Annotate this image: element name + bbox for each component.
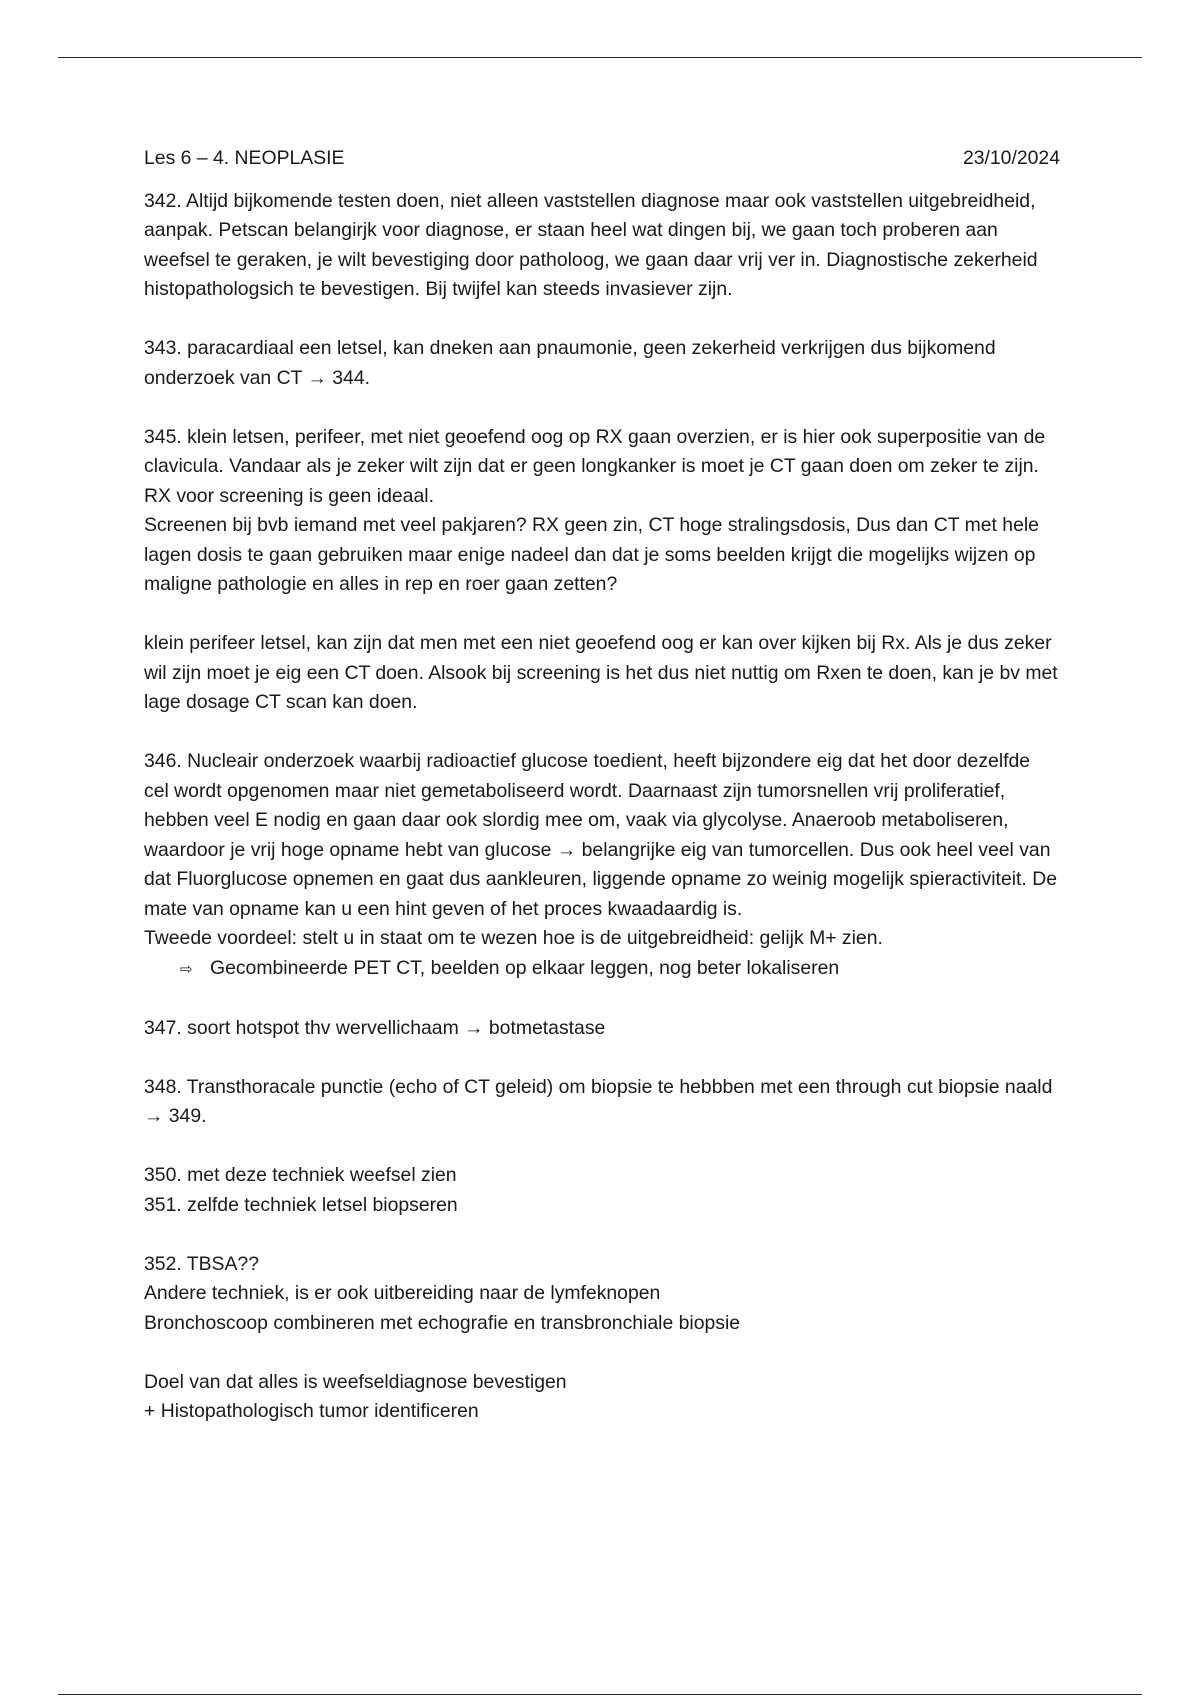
bullet-text: Gecombineerde PET CT, beelden op elkaar leggen, nog beter lokaliseren <box>210 956 840 979</box>
bottom-rule <box>58 1694 1142 1695</box>
document-body <box>144 144 1060 1427</box>
top-rule <box>58 57 1142 58</box>
document-header <box>144 144 1060 174</box>
paragraph-350-351 <box>144 1161 1060 1220</box>
paragraph-343: 343. paracardiaal een letsel, kan dneken aan pnaumonie, geen zekerheid verkrijgen dus bijkomend onderzoek van CT → 344. <box>144 337 996 389</box>
paragraph-352-line3: Bronchoscoop combineren met echografie en transbronchiale biopsie <box>144 1311 741 1334</box>
paragraph-346-bullet <box>144 954 1060 985</box>
document-date: 23/10/2024 <box>962 147 1060 169</box>
paragraph-345 <box>144 423 1060 600</box>
paragraph-352 <box>144 1250 1060 1339</box>
paragraph-346-part2: Tweede voordeel: stelt u in staat om te wezen hoe is de uitgebreidheid: gelijk M+ zien. <box>144 927 883 949</box>
paragraph-347: 347. soort hotspot thv wervellichaam → botmetastase <box>144 1016 606 1039</box>
paragraph-346 <box>144 747 1060 984</box>
paragraph-345-part2: Screenen bij bvb iemand met veel pakjaren? RX geen zin, CT hoge stralingsdosis, Dus dan CT met hele lagen dosis te gaan gebruiken maar enige nadeel dan dat je soms beelden krijgt die mogelijks wijzen op maligne pathologie en alles in rep en roer gaan zetten? <box>144 514 1039 595</box>
paragraph-doel <box>144 1368 1060 1427</box>
paragraph-346-part1: 346. Nucleair onderzoek waarbij radioactief glucose toedient, heeft bijzondere eig dat het door dezelfde cel wordt opgenomen maar niet gemetaboliseerd wordt. Daarnaast zijn tumorsnellen vrij proliferatief, hebben veel E nodig en gaan daar ook slordig mee om, vaak via glycolyse. Anaeroob metaboliseren, waardoor je vrij hoge opname hebt van glucose → belangrijke eig van tumorcellen. Dus ook heel veel van dat Fluorglucose opnemen en gaat dus aankleuren, liggende opname zo weinig mogelijk spieractiviteit. De mate van opname kan u een hint geven of het proces kwaadaardig is. <box>144 750 1057 920</box>
paragraph-348: 348. Transthoracale punctie (echo of CT geleid) om biopsie te hebbben met een through cut biopsie naald → 349. <box>144 1075 1053 1127</box>
paragraph-342: 342. Altijd bijkomende testen doen, niet alleen vaststellen diagnose maar ook vaststellen uitgebreidheid, aanpak. Petscan belangirjk voor diagnose, er staan heel wat dingen bij, we gaan toch proberen aan weefsel te geraken, je wilt bevestiging door patholoog, we gaan daar vrij ver in. Diagnostische zekerheid histopathologsich te bevestigen. Bij twijfel kan steeds invasiever zijn. <box>144 189 1038 300</box>
paragraph-345-part1: 345. klein letsen, perifeer, met niet geoefend oog op RX gaan overzien, er is hier ook superpositie van de clavicula. Vandaar als je zeker wilt zijn dat er geen longkanker is moet je CT gaan doen om zeker te zijn. RX voor screening is geen ideaal. <box>144 425 1046 507</box>
paragraph-351: 351. zelfde techniek letsel biopseren <box>144 1193 458 1216</box>
paragraph-klein-letsel: klein perifeer letsel, kan zijn dat men met een niet geoefend oog er kan over kijken bij Rx. Als je dus zeker wil zijn moet je eig een CT doen. Alsook bij screening is het dus niet nuttig om Rxen te doen, kan je bv met lage dosage CT scan kan doen. <box>144 632 1058 713</box>
paragraph-352-title: 352. TBSA?? <box>144 1252 259 1275</box>
paragraph-350: 350. met deze techniek weefsel zien <box>144 1164 457 1186</box>
outline-arrow-icon: ⇨ <box>180 960 193 978</box>
paragraph-doel-line1: Doel van dat alles is weefseldiagnose bevestigen <box>144 1370 567 1393</box>
document-title: Les 6 – 4. NEOPLASIE <box>144 147 345 169</box>
paragraph-doel-line2: + Histopathologisch tumor identificeren <box>144 1400 479 1422</box>
paragraph-352-line2: Andere techniek, is er ook uitbereiding naar de lymfeknopen <box>144 1282 661 1304</box>
